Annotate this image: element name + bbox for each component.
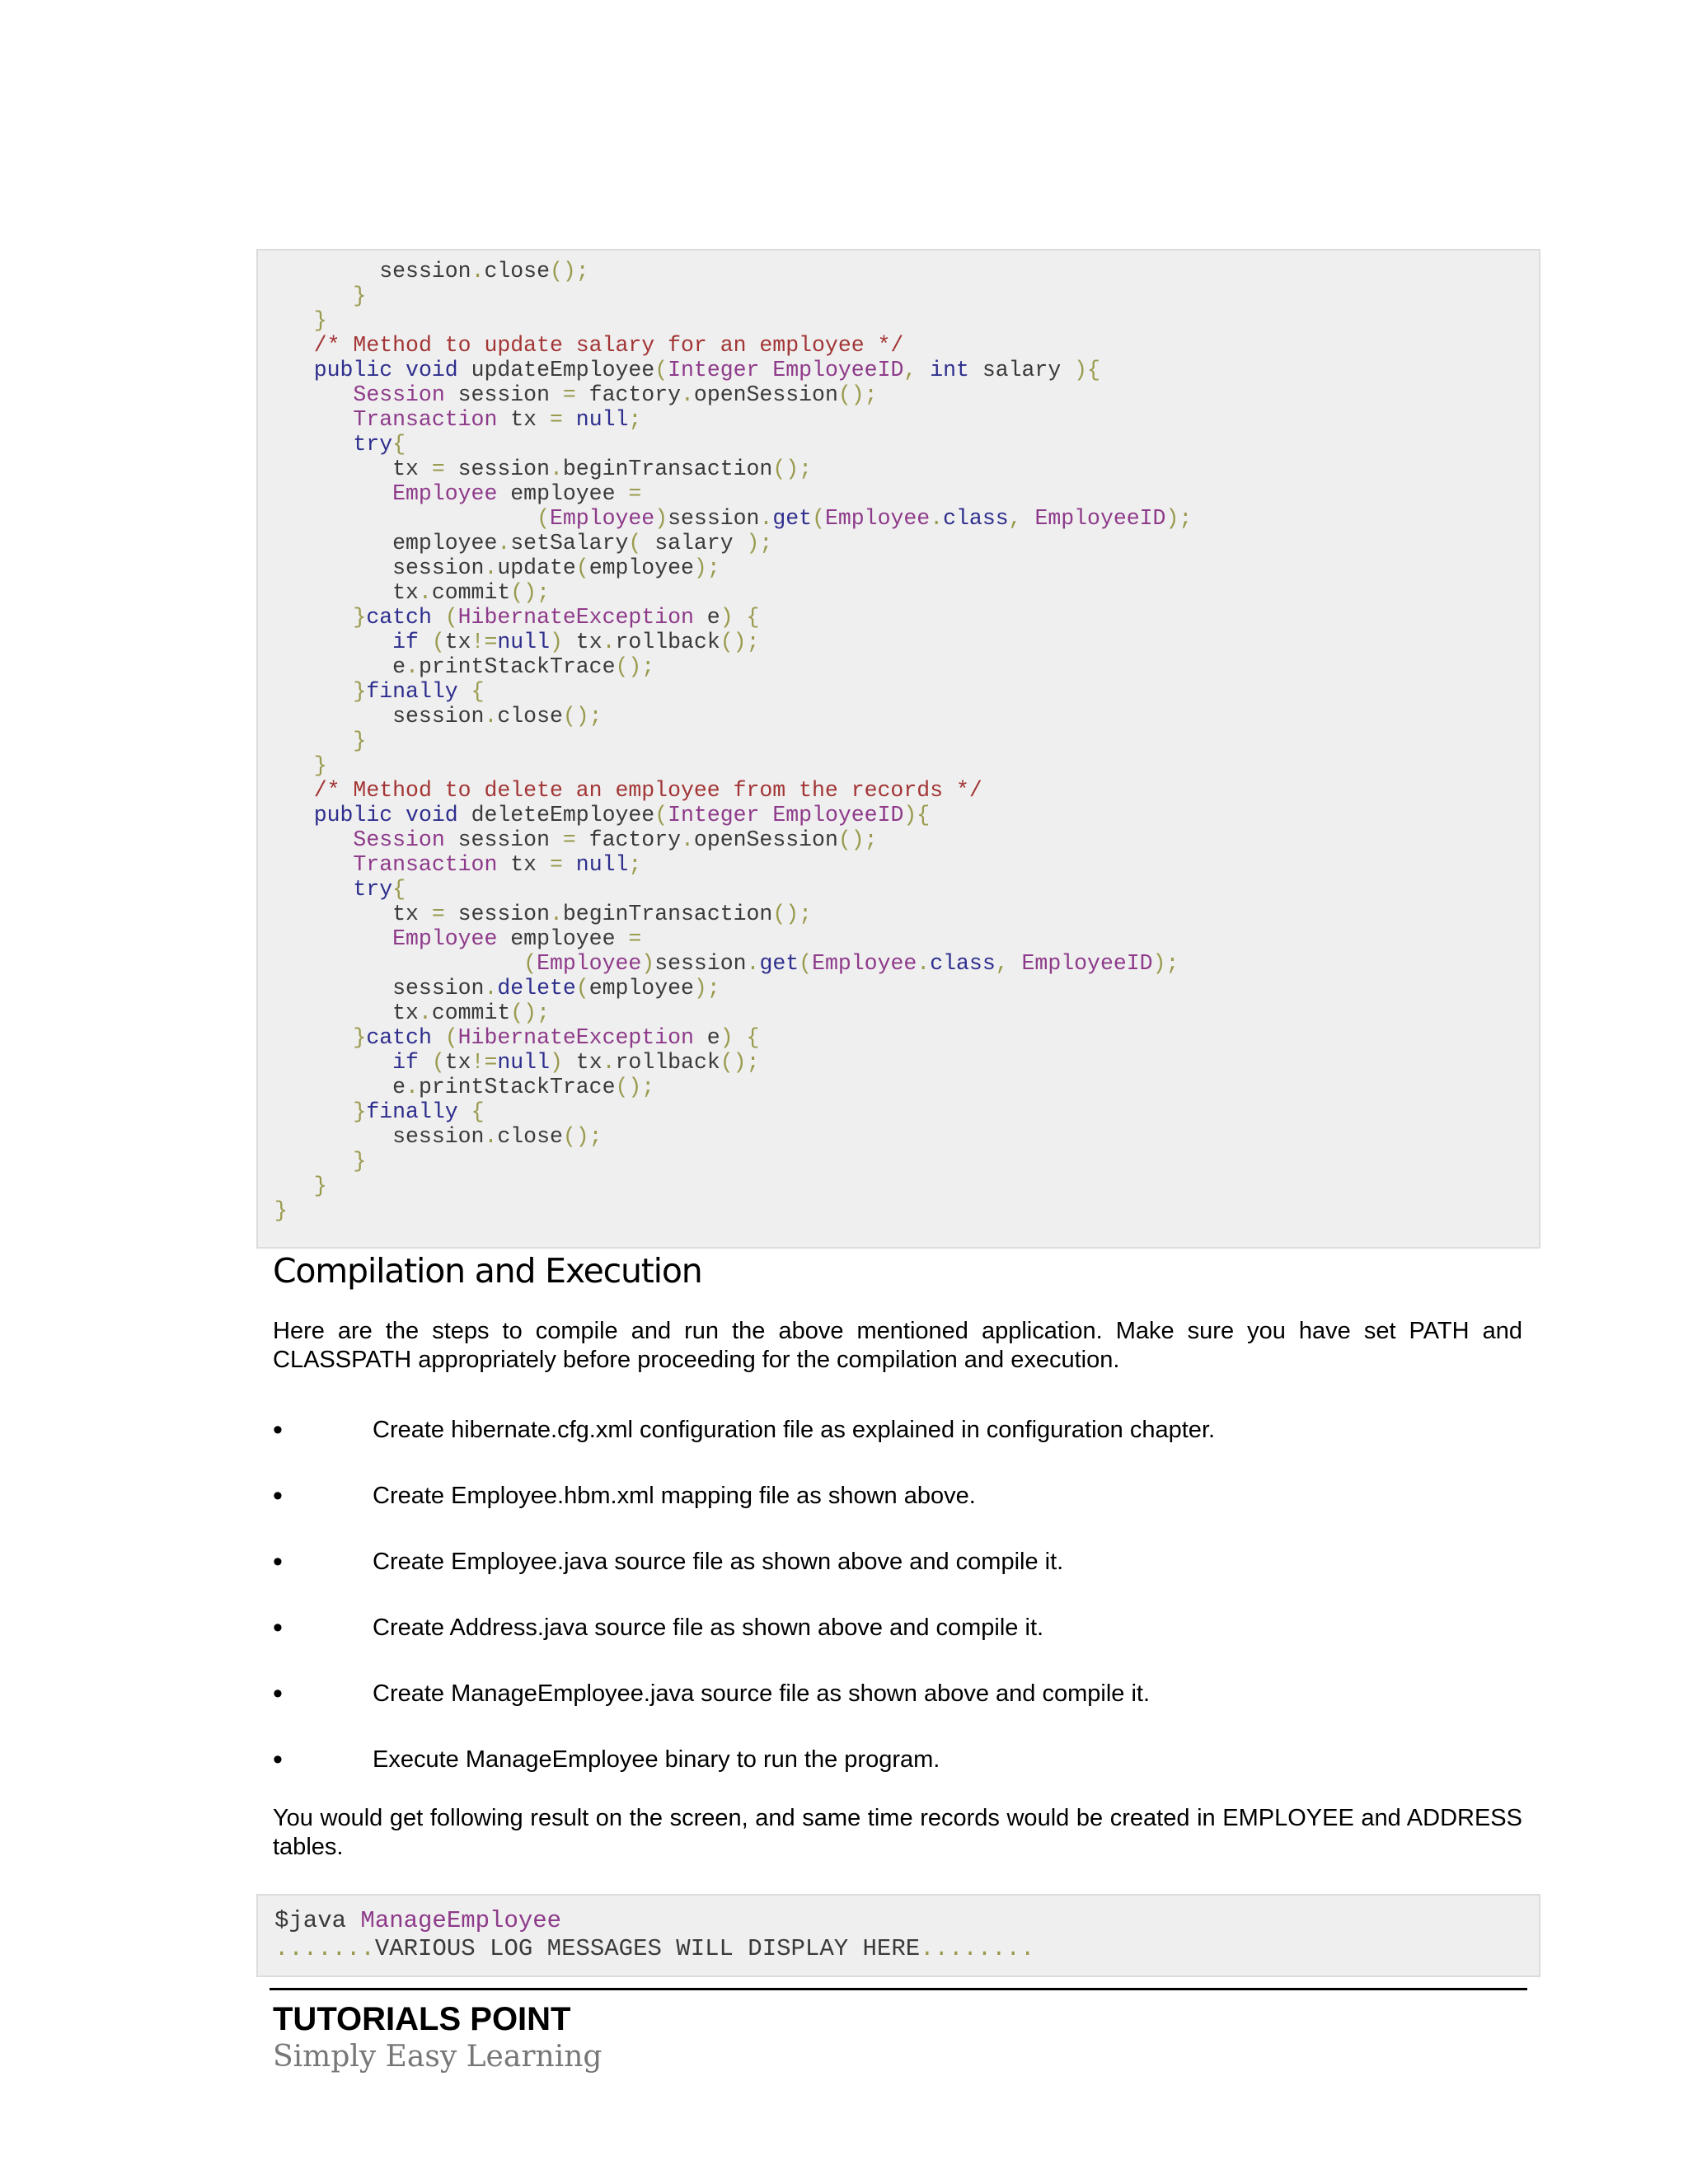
code-line: Session session = factory.openSession();: [353, 827, 878, 852]
code-line: e.printStackTrace();: [274, 1075, 655, 1099]
code-line: try{: [353, 877, 406, 902]
section-heading: Compilation and Execution: [273, 1251, 702, 1291]
code-line: if (tx!=null) tx.rollback();: [392, 1050, 760, 1075]
code-line: Employee employee =: [392, 481, 642, 506]
code-line: /* Method to delete an employee from the records */: [313, 778, 982, 803]
output-block: [256, 1894, 1540, 1977]
code-line: session.close();: [274, 704, 603, 729]
code-line: tx.commit();: [274, 580, 550, 605]
list-item: [273, 1413, 1526, 1446]
footer-tagline: Simply Easy Learning: [273, 2040, 603, 2074]
code-line: tx.commit();: [274, 1001, 550, 1025]
step-text: Create Employee.hbm.xml mapping file as shown above.: [373, 1483, 976, 1509]
step-text: Create Address.java source file as shown above and compile it.: [373, 1615, 1044, 1641]
code-line: session.update(employee);: [274, 555, 720, 580]
code-line: }: [353, 729, 367, 753]
code-line: public void updateEmployee(Integer EmployeeID, int salary ){: [313, 358, 1100, 382]
code-line: Transaction tx = null;: [353, 407, 642, 432]
code-line: }catch (HibernateException e) {: [353, 605, 760, 630]
bullet-icon: •: [273, 1744, 283, 1775]
code-line: }: [313, 753, 327, 778]
list-item: [273, 1743, 1526, 1776]
bullet-icon: •: [273, 1678, 283, 1709]
code-line: tx = session.beginTransaction();: [274, 902, 813, 926]
code-line: try{: [353, 432, 406, 457]
bullet-icon: •: [273, 1414, 283, 1446]
step-text: Create Employee.java source file as shown above and compile it.: [373, 1549, 1064, 1575]
code-line: Session session = factory.openSession();: [353, 382, 878, 407]
code-line: }finally {: [353, 1099, 485, 1124]
code-line: }finally {: [353, 679, 485, 704]
list-item: [273, 1479, 1526, 1512]
code-line: session.close();: [379, 259, 589, 284]
step-text: Create ManageEmployee.java source file as shown above and compile it.: [373, 1680, 1151, 1707]
code-line: }: [353, 1149, 367, 1174]
code-line: /* Method to update salary for an employee */: [313, 333, 904, 358]
code-line: Employee employee =: [392, 926, 642, 951]
code-line: }: [313, 308, 327, 333]
code-line: Transaction tx = null;: [353, 852, 642, 877]
code-line: e.printStackTrace();: [274, 654, 655, 679]
code-block: [256, 249, 1540, 1249]
result-paragraph: You would get following result on the screen, and same time records would be created in EMPLOYEE and ADDRESS tables.: [273, 1805, 1522, 1860]
code-line: session.close();: [274, 1124, 603, 1149]
code-line: session.delete(employee);: [274, 976, 720, 1001]
code-line: public void deleteEmployee(Integer EmployeeID){: [313, 803, 931, 827]
code-line: (Employee)session.get(Employee.class, EmployeeID);: [523, 951, 1179, 976]
list-item: [273, 1677, 1526, 1710]
list-item: [273, 1545, 1526, 1578]
code-line: $java ManageEmployee: [274, 1907, 562, 1934]
code-line: tx = session.beginTransaction();: [274, 457, 813, 481]
bullet-icon: •: [273, 1546, 283, 1577]
intro-paragraph: Here are the steps to compile and run the above mentioned application. Make sure you have set PATH and CLASSPATH appropriately before proceeding for the compilation and execution.: [273, 1318, 1522, 1373]
step-text: Create hibernate.cfg.xml configuration file as explained in configuration chapter.: [373, 1417, 1216, 1443]
code-line: }catch (HibernateException e) {: [353, 1025, 760, 1050]
code-line: }: [274, 1198, 288, 1223]
code-line: }: [313, 1174, 327, 1198]
step-text: Execute ManageEmployee binary to run the program.: [373, 1746, 940, 1773]
code-line: .......VARIOUS LOG MESSAGES WILL DISPLAY HERE........: [274, 1935, 1035, 1962]
code-line: employee.setSalary( salary );: [274, 531, 773, 555]
list-item: [273, 1611, 1526, 1644]
code-line: (Employee)session.get(Employee.class, EmployeeID);: [537, 506, 1193, 531]
code-line: if (tx!=null) tx.rollback();: [392, 630, 760, 654]
bullet-icon: •: [273, 1480, 283, 1511]
bullet-icon: •: [273, 1612, 283, 1643]
footer-brand: TUTORIALS POINT: [273, 2001, 571, 2037]
footer-divider: [270, 1988, 1527, 1990]
code-line: }: [353, 284, 367, 308]
